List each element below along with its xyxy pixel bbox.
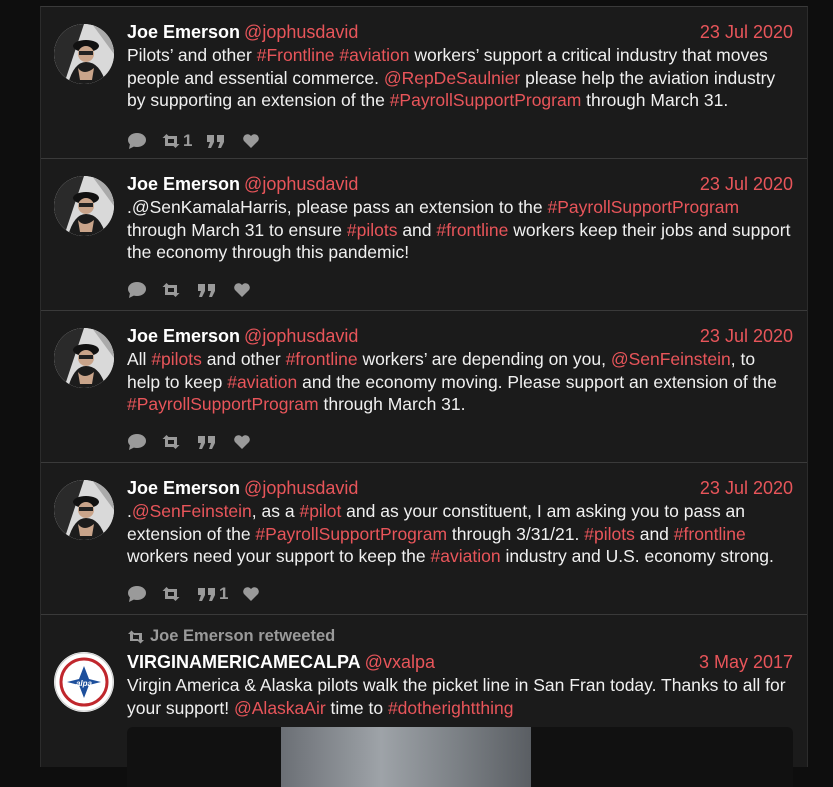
tweet-actions [127, 431, 265, 453]
tweet-actions [127, 279, 265, 301]
like-icon [242, 133, 260, 149]
text-link[interactable]: #pilot [299, 501, 342, 521]
text-segment: and [397, 219, 437, 240]
retweet-icon [127, 630, 145, 644]
like-button[interactable] [233, 282, 251, 298]
text-link[interactable]: #aviation [339, 45, 410, 65]
author-handle[interactable]: @jophusdavid [244, 22, 359, 42]
like-button[interactable] [233, 434, 251, 450]
reply-icon [127, 132, 147, 150]
quote-icon [197, 282, 217, 298]
text-segment: , as a [251, 501, 300, 521]
text-segment: .@SenKamalaHarris, please pass an extension to the [127, 197, 548, 217]
quote-button[interactable] [197, 584, 228, 604]
quote-icon [206, 133, 226, 149]
like-button[interactable] [242, 133, 260, 149]
quote-button[interactable] [197, 434, 219, 450]
like-icon [242, 586, 260, 602]
text-link[interactable]: #PayrollSupportProgram [127, 394, 319, 414]
retweet-count: 1 [183, 131, 193, 150]
like-icon [233, 282, 251, 298]
retweeted-by-label: Joe Emerson retweeted [150, 627, 336, 645]
text-segment: through 3/31/21. [447, 523, 585, 544]
text-segment: and [634, 523, 674, 544]
avatar[interactable] [54, 480, 114, 540]
text-segment: , to help to keep [127, 349, 756, 392]
retweet-icon [161, 434, 181, 450]
text-link[interactable]: #frontline [436, 219, 509, 240]
text-segment: and as your constituent, I am asking you to pass an extension of the [127, 501, 746, 544]
author-name[interactable]: VIRGINAMERICAMECALPA [127, 652, 361, 672]
text-link[interactable]: #aviation [430, 546, 501, 566]
quote-icon [197, 434, 217, 450]
text-segment: Virgin America & Alaska pilots walk the picket line in San Fran today. Thanks to all for your support! [127, 675, 786, 718]
author-handle[interactable]: @jophusdavid [244, 174, 359, 194]
retweet-icon [161, 133, 181, 149]
retweeted-tweet [41, 615, 807, 775]
retweet-button[interactable] [161, 434, 183, 450]
text-link[interactable]: #pilots [584, 523, 635, 544]
text-link[interactable]: @AlaskaAir [234, 697, 326, 718]
avatar[interactable] [54, 176, 114, 236]
text-link[interactable]: @SenFeinstein [131, 501, 252, 521]
retweeted-by [127, 627, 335, 646]
retweet-button[interactable] [161, 282, 183, 298]
text-segment: through March 31. [581, 90, 729, 110]
reply-button[interactable] [127, 433, 147, 451]
author-name[interactable]: Joe Emerson [127, 478, 241, 498]
author-handle[interactable]: @jophusdavid [244, 478, 359, 498]
text-link[interactable]: #frontline [673, 523, 746, 544]
text-segment: and other [201, 349, 286, 369]
retweet-button[interactable] [161, 586, 183, 602]
author-handle[interactable]: @vxalpa [364, 652, 435, 672]
text-link[interactable]: #PayrollSupportProgram [547, 197, 740, 217]
tweet-date[interactable]: 3 May 2017 [698, 652, 793, 672]
text-link[interactable]: #PayrollSupportProgram [255, 523, 448, 544]
text-segment: Pilots’ and other [127, 45, 257, 65]
like-icon [233, 434, 251, 450]
quote-button[interactable] [206, 133, 228, 149]
text-link[interactable]: #aviation [227, 371, 298, 392]
avatar[interactable] [54, 328, 114, 388]
tweet-actions [127, 130, 274, 152]
text-segment: and the economy moving. Please support an extension of the [297, 371, 777, 392]
author-name[interactable]: Joe Emerson [127, 174, 241, 194]
retweet-icon [161, 282, 181, 298]
text-link[interactable]: #pilots [346, 219, 398, 240]
reply-button[interactable] [127, 281, 147, 299]
tweet-text [127, 44, 793, 112]
tweet-date[interactable]: 23 Jul 2020 [699, 478, 793, 498]
text-segment: industry and U.S. economy strong. [500, 546, 774, 566]
tweet-date[interactable]: 23 Jul 2020 [699, 326, 793, 346]
author-name[interactable]: Joe Emerson [127, 22, 241, 42]
logo-sub: alpa [75, 679, 93, 688]
text-segment: workers keep their jobs and support the economy through this pandemic! [127, 219, 791, 262]
tweet-text [127, 348, 793, 416]
quote-count: 1 [219, 584, 229, 603]
text-segment: through March 31. [318, 394, 466, 414]
avatar[interactable] [54, 652, 114, 712]
tweet-actions [127, 583, 274, 605]
author-name[interactable]: Joe Emerson [127, 326, 241, 346]
text-link[interactable]: #Frontline [256, 45, 335, 65]
tweet-date[interactable]: 23 Jul 2020 [699, 174, 793, 194]
reply-button[interactable] [127, 585, 147, 603]
text-segment: workers’ support a critical industry that moves people and essential commerce. [127, 45, 768, 88]
tweet [41, 463, 807, 615]
author-handle[interactable]: @jophusdavid [244, 326, 359, 346]
media-photo [281, 727, 531, 787]
text-segment: All [127, 349, 152, 369]
like-button[interactable] [242, 586, 260, 602]
text-segment: workers need your support to keep the [127, 546, 431, 566]
tweet-text [127, 674, 793, 719]
tweet-date[interactable]: 23 Jul 2020 [699, 22, 793, 42]
tweet [41, 7, 807, 159]
retweet-icon [161, 586, 181, 602]
text-segment: . [127, 501, 132, 521]
reply-icon [127, 433, 147, 451]
text-link[interactable]: @SenFeinstein [610, 349, 731, 369]
reply-button[interactable] [127, 132, 147, 150]
text-link[interactable]: @RepDeSaulnier [383, 67, 521, 88]
reply-icon [127, 281, 147, 299]
tweet [41, 311, 807, 463]
quote-icon [197, 586, 217, 602]
text-segment: through March 31 to ensure [127, 219, 347, 240]
reply-icon [127, 585, 147, 603]
text-segment: workers’ are depending on you, [357, 349, 611, 369]
text-link[interactable]: #dotherightthing [387, 697, 514, 718]
tweet-media[interactable] [127, 727, 793, 787]
retweet-button[interactable] [161, 131, 192, 151]
text-link[interactable]: #PayrollSupportProgram [389, 90, 582, 110]
text-link[interactable]: #frontline [285, 349, 358, 369]
avatar[interactable] [54, 24, 114, 84]
tweet-text [127, 196, 793, 264]
tweet-feed [40, 6, 808, 767]
text-segment: please help the aviation industry by supporting an extension of the [127, 67, 776, 110]
tweet-text [127, 500, 793, 568]
text-link[interactable]: #pilots [151, 349, 202, 369]
quote-button[interactable] [197, 282, 219, 298]
text-segment: time to [325, 697, 388, 718]
tweet [41, 159, 807, 311]
